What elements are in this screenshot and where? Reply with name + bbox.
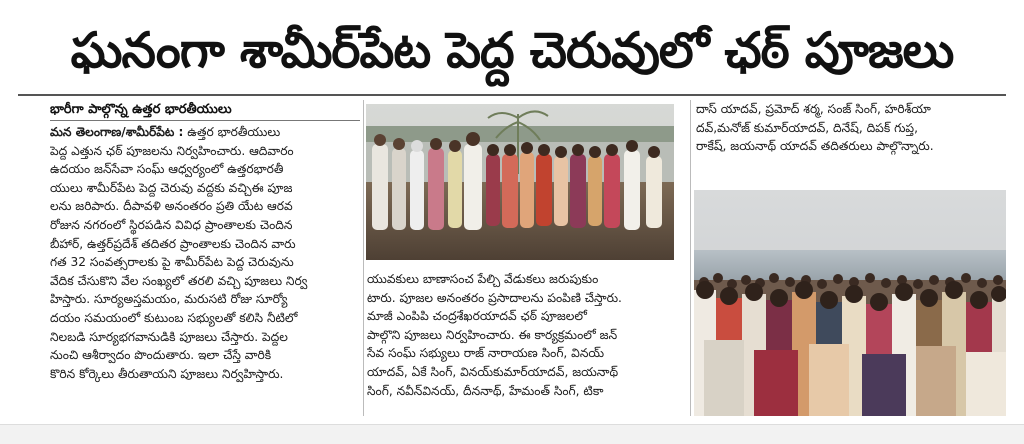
article-line: బీహార్, ఉత్తర్‌ప్రదేశ్ తదితర ప్రాంతాలకు చెందిన వారు (50, 236, 296, 251)
crowd-at-lakeshore-photo (694, 190, 1006, 416)
dateline: మన తెలంగాణ/శామీర్‌పేట : (50, 125, 184, 139)
article-line: రోజున నగరంలో స్థిరపడిన వివిధ ప్రాంతాలకు చెందిన (50, 217, 293, 232)
article-line: ఉదయం జన్‌సేవా సంఘ్ ఆధ్వర్యంలో ఉత్తరభారతీ (50, 162, 284, 177)
subheadline-rule (50, 120, 360, 121)
article-line: సింగ్, నవీన్‌వినయ్, దీననాథ్, హేమంత్ సింగ్, టికా (367, 383, 604, 398)
article-line: నుంచి ఆశీర్వాదం పొందుతారు. ఇలా చేస్తే వారికి (50, 348, 272, 363)
article-line: వేదిక చేసుకొని వేల సంఖ్యలో తరలి వచ్చి పూజలు నిర్వ (50, 273, 308, 288)
article-column-2 (367, 270, 689, 400)
group-by-lake-photo (366, 104, 674, 260)
article-line: టారు. పూజల అనంతరం ప్రసాదాలను పంపిణి చేస్తారు. (367, 290, 622, 305)
article-line: మాజీ ఎంపిపి చంద్రశేఖరయాదవ్ ఛఠ్ పూజలలో (367, 309, 587, 324)
article-line: యులు శామీర్‌పేట పెద్ద చెరువు వద్దకు వచ్చి‌ఈ పూజ (50, 180, 293, 195)
headline: ఘనంగా శామీర్‌పేట పెద్ద చెరువులో ఛఠ్ పూజలు (70, 22, 954, 79)
page-bottom-band (0, 424, 1024, 444)
article-line: దవ్,మనోజ్ కుమార్‌యాదవ్, దినేష్, దిపక్ గుప్త, (696, 120, 918, 135)
column-divider-2 (690, 100, 691, 416)
article-line: సేవ సంఘ్ సభ్యులు రాజ్ నారాయణ సింగ్, వినయ్ (367, 346, 605, 361)
headline-rule (18, 94, 1006, 96)
article-line: నిలబడి సూర్యభగవానుడికి పూజలు చేస్తారు. పెద్దల (50, 329, 288, 344)
column-divider-1 (363, 100, 364, 416)
article-line: కొరిన కోర్కెలు తీరుతాయని పూజలు నిర్వహిస్తారు. (50, 366, 284, 381)
article-column-3 (696, 100, 1008, 156)
subheadline: భారీగా పాల్గొన్న ఉత్తర భారతీయులు (50, 102, 232, 117)
article-line: యాదవ్, ఏకే సింగ్, వినయ్‌కుమార్‌యాదవ్, జయనాథ్ (367, 364, 619, 379)
article-line: లను జరిపారు. దీపావళి అనంతరం ప్రతి యేట ఆరవ (50, 199, 293, 214)
article-line: హిస్తారు. సూర్యఅస్తమయం, మరుసటి రోజు సూర్యో (50, 292, 288, 307)
article-line: పాల్గొని పూజలు నిర్వహించారు. ఈ కార్యక్రమంలో జన్ (367, 327, 618, 342)
article-line: దాస్ యాదవ్, ప్రమోద్ శర్మ, సంజ్ సింగ్, హరిశ్‌యా (696, 102, 931, 116)
article-line: పెద్ద ఎత్తున ఛఠ్ పూజలను నిర్వహించారు. ఆదివారం (50, 143, 294, 158)
article-line: గత 32 సంవత్సరాలకు పై శామీర్‌పేట పెద్ద చెరువును (50, 255, 294, 270)
article-line: దయం సమయంలో కుటుంబ సభ్యులతో కలిసి నీటిలో (50, 310, 298, 325)
article-line-1: మన తెలంగాణ/శామీర్‌పేట : ఉత్తర భారతీయులు (50, 125, 281, 139)
article-column-1 (50, 123, 362, 383)
article-line: యువకులు బాణాసంచ పేల్చి వేడుకలు జరుపుకుం (367, 272, 599, 286)
article-line: రాకేష్, జయనాథ్ యాదవ్ తదితరులు పాల్గొన్నారు. (696, 139, 934, 154)
